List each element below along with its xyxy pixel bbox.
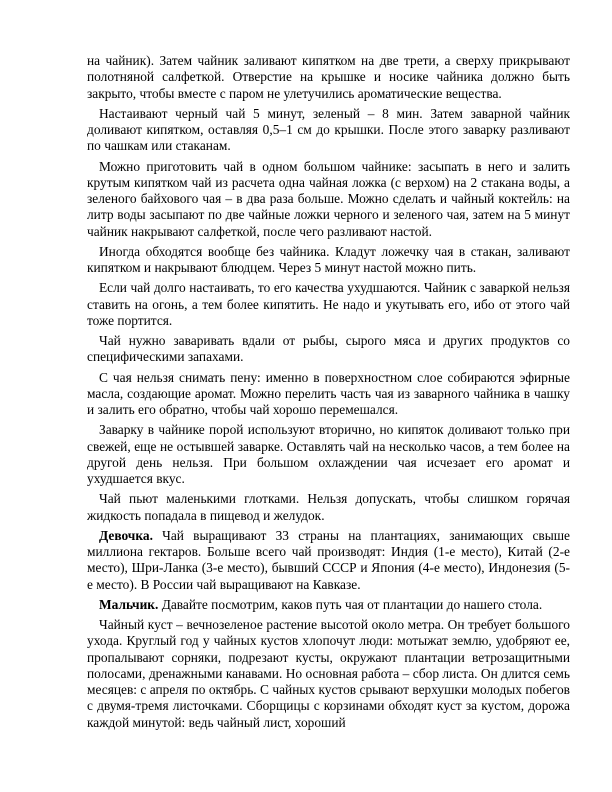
dialogue-paragraph — [87, 597, 570, 613]
document-page — [87, 53, 570, 735]
dialogue-paragraph — [87, 528, 570, 593]
speaker-label: Девочка. — [99, 527, 153, 543]
paragraph: Чай пьют маленькими глотками. Нельзя допускать, чтобы слишком горячая жидкость попадала в пищевод и желудок. — [87, 491, 570, 523]
paragraph: Настаивают черный чай 5 минут, зеленый – 8 мин. Затем заварной чайник доливают кипятком, оставляя 0,5–1 см до крышки. После этого заварку разливают по чашкам или стаканам. — [87, 105, 570, 154]
dialogue-text: Давайте посмотрим, каков путь чая от плантации до нашего стола. — [158, 596, 543, 612]
paragraph: на чайник). Затем чайник заливают кипятком на две трети, а сверху прикрывают полотняной салфеткой. Отверстие на крышке и носике чайника должно быть закрыто, чтобы вместе с паром не улетучились ароматические вещества. — [87, 53, 570, 101]
speaker-label: Мальчик. — [99, 596, 159, 612]
dialogue-text: Чай выращивают 33 страны на плантациях, занимающих свыше миллиона гектаров. Больше всего чай производят: Индия (1-е место), Китай (2-е место), Шри-Ланка (3-е место), бывший СССР и Япония (4-е место), Индонезия (5-е место). В России чай выращивают на Кавказе. — [87, 527, 570, 592]
paragraph: Чай нужно заваривать вдали от рыбы, сырого мяса и других продуктов со специфическими запахами. — [87, 333, 570, 365]
paragraph: Чайный куст – вечнозеленое растение высотой около метра. Он требует большого ухода. Круглый год у чайных кустов хлопочут люди: мотыжат землю, удобряют ее, пропалывают сорняки, подрезают кусты, окружают плантации ветрозащитными полосами, дренажными канавами. Но основная работа – сбор листа. Он длится семь месяцев: с апреля по октябрь. С чайных кустов срывают верхушки молодых побегов с двумя-тремя листочками. Сборщицы с корзинами обходят куст за кустом, дорожа каждой минутой: ведь чайный лист, хороший — [87, 617, 570, 730]
paragraph: Заварку в чайнике порой используют вторично, но кипяток доливают только при свежей, еще не остывшей заварке. Оставлять чай на несколько часов, а тем более на другой день нельзя. При большом охлаждении чая исчезает его аромат и ухудшается вкус. — [87, 422, 570, 486]
paragraph: Если чай долго настаивать, то его качества ухудшаются. Чайник с заваркой нельзя ставить на огонь, а тем более кипятить. Не надо и укутывать его, ибо от этого чай тоже портится. — [87, 280, 570, 328]
paragraph: Иногда обходятся вообще без чайника. Кладут ложечку чая в стакан, заливают кипятком и накрывают блюдцем. Через 5 минут настой можно пить. — [87, 243, 570, 275]
paragraph: С чая нельзя снимать пену: именно в поверхностном слое собираются эфирные масла, создающие аромат. Можно перелить часть чая из заварного чайника в чашку и залить его обратно, чтобы чай хорошо перемешался. — [87, 369, 570, 417]
paragraph: Можно приготовить чай в одном большом чайнике: засыпать в него и залить крутым кипятком чай из расчета одна чайная ложка (с верхом) на 2 стакана воды, а зеленого байхового чая – в два раза больше. Можно сделать и чайный коктейль: на литр воды засыпают по две чайные ложки черного и зеленого чая, затем на 5 минут чайник накрывают салфеткой, после чего разливают настой. — [87, 158, 570, 239]
